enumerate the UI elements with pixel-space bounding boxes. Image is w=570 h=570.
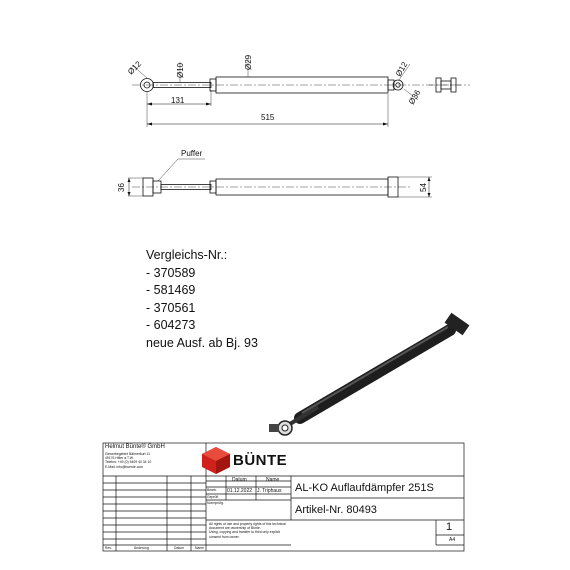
dim-len-total: 515 [261, 113, 275, 122]
comparison-number: - 370589 [146, 265, 196, 280]
paper-format: A4 [449, 537, 456, 543]
product-render [269, 313, 469, 435]
company-name: Helmut Bünte® GmbH [105, 444, 165, 450]
change-column: Änderung [134, 546, 149, 550]
date-column: Datum [174, 546, 184, 550]
comparison-number: - 370561 [146, 300, 196, 315]
dim-len-rod: 131 [171, 96, 185, 105]
dim-eye-left: Ø12 [126, 59, 144, 77]
comparison-numbers [146, 247, 258, 352]
dim-eye-right: Ø12 [393, 60, 410, 78]
notes-footer: neue Ausf. ab Bj. 93 [146, 335, 258, 350]
name-column: Name [195, 546, 205, 550]
side-view [128, 159, 433, 197]
product-name: AL-KO Auflaufdämpfer 251S [295, 482, 434, 494]
comparison-number: - 604273 [146, 318, 196, 332]
row-norm: Normprüfg. [207, 501, 224, 505]
company-address: Gewerbegebiet Bähnerkurt 11 49176 Hilter a.T.W. Telefon: +49 (0) 5409 40 34 10 E-Mail: info@buente.com [105, 452, 152, 469]
dim-flange-height: 54 [419, 183, 428, 192]
label-buffer: Puffer [181, 149, 203, 158]
drawing-date: 01.12.2022 [227, 488, 253, 494]
comparison-number: - 581469 [146, 283, 196, 297]
notes-heading: Vergleichs-Nr.: [146, 248, 228, 262]
rights-notice: All rights of use and property rights of this technical document are ownership of Bünte. Using, copying and transfer to third only explicit consent from owner. [209, 522, 286, 539]
dim-rod: Ø10 [176, 62, 185, 78]
col-datum: Datum [232, 476, 247, 483]
logo-text: BÜNTE [233, 452, 288, 469]
row-bearb: Bearb. [207, 488, 217, 492]
drawn-by: J. Triphaus [257, 488, 282, 494]
rev-column: Rev. [105, 546, 112, 550]
col-name: Name [266, 476, 280, 483]
row-gepr: Geprüft [207, 495, 219, 499]
dim-tube: Ø29 [244, 54, 253, 70]
dim-flange: Ø36 [406, 88, 423, 106]
dim-eye-height: 36 [117, 183, 126, 192]
sheet-number: 1 [446, 521, 453, 533]
article-number: Artikel-Nr. 80493 [295, 504, 377, 516]
